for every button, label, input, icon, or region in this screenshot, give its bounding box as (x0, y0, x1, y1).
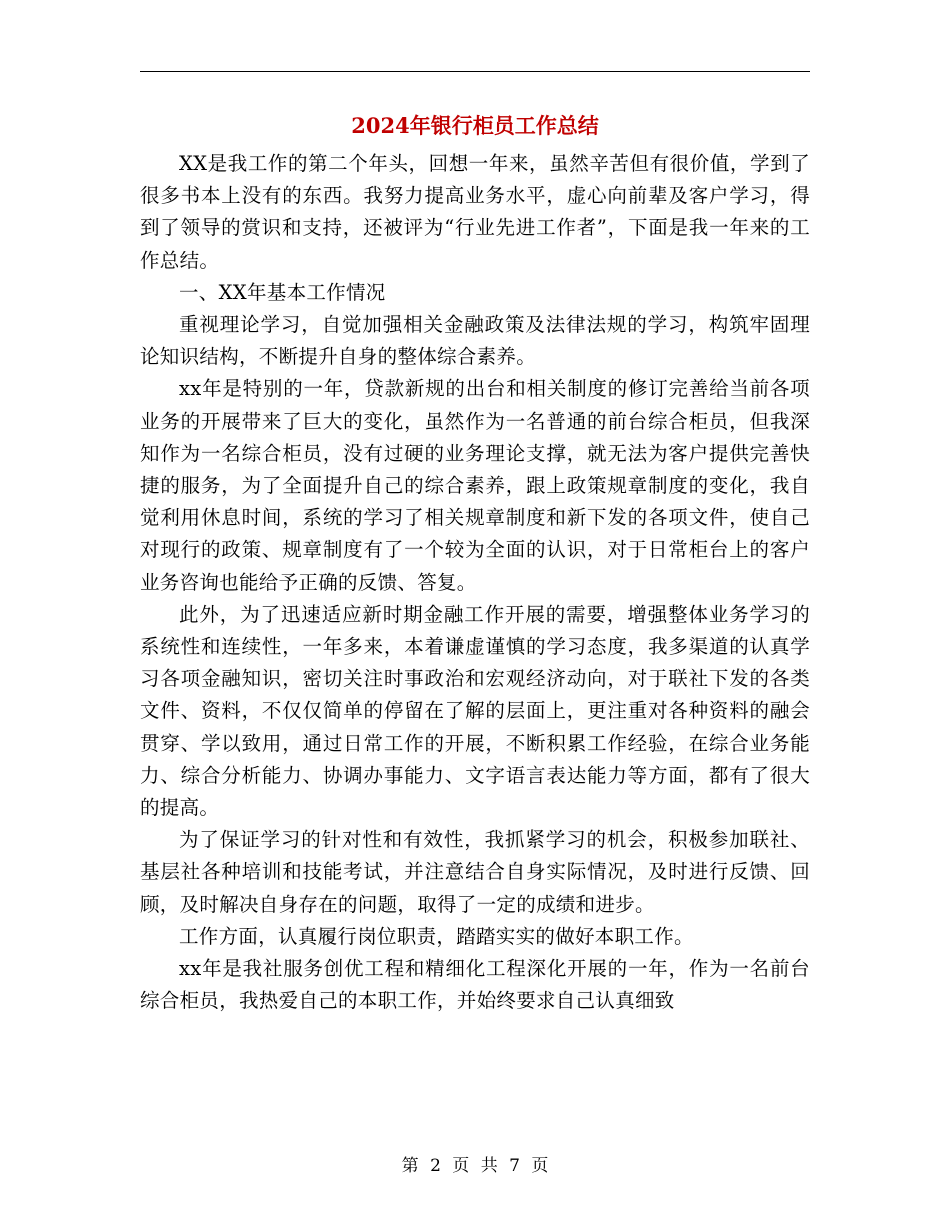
paragraph: xx年是我社服务创优工程和精细化工程深化开展的一年，作为一名前台综合柜员，我热爱自己的本职工作，并始终要求自己认真细致 (140, 957, 810, 1013)
paragraph-intro: XX是我工作的第二个年头，回想一年来，虽然辛苦但有很价值，学到了很多书本上没有的东西。我努力提高业务水平，虚心向前辈及客户学习，得到了领导的赏识和支持，还被评为“行业先进工作者”，下面是我一年来的工作总结。 (140, 152, 810, 272)
paragraph: 为了保证学习的针对性和有效性，我抓紧学习的机会，积极参加联社、基层社各种培训和技能考试，并注意结合自身实际情况，及时进行反馈、回顾，及时解决自身存在的问题，取得了一定的成绩和进步。 (140, 828, 810, 916)
page-number: 第 2 页 共 7 页 (401, 1156, 549, 1176)
paragraph: 此外，为了迅速适应新时期金融工作开展的需要，增强整体业务学习的系统性和连续性，一年多来，本着谦虚谨慎的学习态度，我多渠道的认真学习各项金融知识，密切关注时事政治和宏观经济动向，对于联社下发的各类文件、资料，不仅仅简单的停留在了解的层面上，更注重对各种资料的融会贯穿、学以致用，通过日常工作的开展，不断积累工作经验，在综合业务能力、综合分析能力、协调办事能力、文字语言表达能力等方面，都有了很大的提高。 (140, 602, 810, 820)
paragraph: 重视理论学习，自觉加强相关金融政策及法律法规的学习，构筑牢固理论知识结构，不断提升自身的整体综合素养。 (140, 313, 810, 369)
document-body (140, 148, 810, 1017)
paragraph: xx年是特别的一年，贷款新规的出台和相关制度的修订完善给当前各项业务的开展带来了巨大的变化，虽然作为一名普通的前台综合柜员，但我深知作为一名综合柜员，没有过硬的业务理论支撑，就无法为客户提供完善快捷的服务，为了全面提升自己的综合素养，跟上政策规章制度的变化，我自觉利用休息时间，系统的学习了相关规章制度和新下发的各项文件，使自己对现行的政策、规章制度有了一个较为全面的认识，对于日常柜台上的客户业务咨询也能给予正确的反馈、答复。 (140, 377, 810, 594)
document-title: 2024年银行柜员工作总结 (351, 113, 599, 138)
paragraph: 工作方面，认真履行岗位职责，踏踏实实的做好本职工作。 (179, 924, 694, 948)
section-heading: 一、XX年基本工作情况 (179, 280, 386, 304)
header-rule (140, 71, 810, 72)
